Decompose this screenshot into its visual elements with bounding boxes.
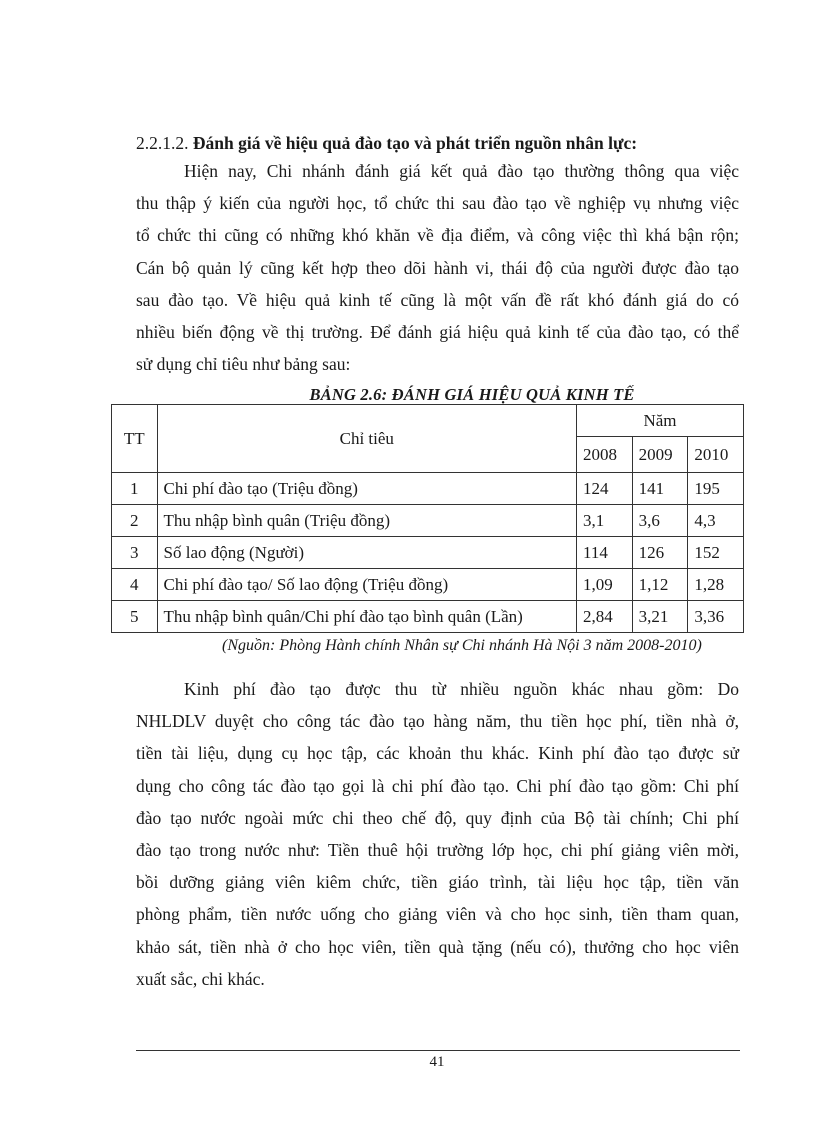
- header-year: 2010: [688, 437, 744, 473]
- section-heading: [136, 131, 756, 155]
- row-value: 124: [577, 473, 633, 505]
- row-name: Chi phí đào tạo (Triệu đồng): [157, 473, 576, 505]
- table-row: [112, 473, 744, 505]
- table-row: [112, 601, 744, 633]
- row-value: 1,09: [577, 569, 633, 601]
- paragraph-line: khảo sát, tiền nhà ở cho học viên, tiền quà tặng (nếu có), thưởng cho học viên: [136, 936, 739, 957]
- section-number: 2.2.1.2.: [136, 133, 189, 153]
- header-year: 2009: [632, 437, 688, 473]
- section-title: Đánh giá về hiệu quả đào tạo và phát triển nguồn nhân lực:: [192, 133, 638, 153]
- row-value: 3,1: [577, 505, 633, 537]
- row-tt: 3: [112, 537, 158, 569]
- table-row: [112, 505, 744, 537]
- paragraph-intro: [136, 155, 739, 380]
- row-tt: 5: [112, 601, 158, 633]
- paragraph-line: tiền tài liệu, dụng cụ học tập, các khoản thu khác. Kinh phí đào tạo được sử: [136, 743, 739, 764]
- row-value: 3,21: [632, 601, 688, 633]
- row-name: Số lao động (Người): [157, 537, 576, 569]
- page-number: 41: [429, 1054, 445, 1070]
- row-value: 1,12: [632, 569, 688, 601]
- table-title: BẢNG 2.6: ĐÁNH GIÁ HIỆU QUẢ KINH TẾ: [309, 385, 635, 404]
- paragraph-line: bồi dưỡng giảng viên kiêm chức, tiền giáo trình, tài liệu học tập, tiền văn: [136, 872, 739, 893]
- economic-efficiency-table: [111, 404, 744, 633]
- paragraph-line: Cán bộ quản lý cũng kết hợp theo dõi hành vi, thái độ của người được đào tạo: [136, 257, 739, 278]
- table-header-row: [112, 405, 744, 437]
- paragraph-line: xuất sắc, chi khác.: [136, 968, 265, 989]
- row-value: 126: [632, 537, 688, 569]
- row-value: 152: [688, 537, 744, 569]
- paragraph-line: NHLDLV duyệt cho công tác đào tạo hàng năm, thu tiền học phí, tiền nhà ở,: [136, 711, 739, 732]
- paragraph-line: dụng cho công tác đào tạo gọi là chi phí đào tạo. Chi phí đào tạo gồm: Chi phí: [136, 775, 739, 796]
- paragraph-line: nhiều biến động về thị trường. Để đánh giá hiệu quả kinh tế của đào tạo, có thể: [136, 321, 739, 342]
- paragraph-line: sử dụng chỉ tiêu như bảng sau:: [136, 354, 351, 375]
- table-source-note: (Nguồn: Phòng Hành chính Nhân sự Chi nhánh Hà Nội 3 năm 2008-2010): [222, 637, 702, 654]
- header-year-group: Năm: [577, 405, 744, 437]
- header-tt: TT: [112, 405, 158, 473]
- footer-divider: [136, 1050, 740, 1051]
- row-value: 114: [577, 537, 633, 569]
- paragraph-line: Kinh phí đào tạo được thu từ nhiều nguồn khác nhau gồm: Do: [184, 679, 739, 699]
- row-value: 195: [688, 473, 744, 505]
- paragraph-line: sau đào tạo. Về hiệu quả kinh tế cũng là một vấn đề rất khó đánh giá do có: [136, 289, 739, 310]
- paragraph-line: thu thập ý kiến của người học, tổ chức thi sau đào tạo về nghiệp vụ nhưng việc: [136, 193, 739, 214]
- row-value: 4,3: [688, 505, 744, 537]
- row-name: Chi phí đào tạo/ Số lao động (Triệu đồng): [157, 569, 576, 601]
- row-tt: 2: [112, 505, 158, 537]
- row-value: 3,36: [688, 601, 744, 633]
- table-row: [112, 537, 744, 569]
- paragraph-line: đào tạo nước ngoài mức chi theo chế độ, quy định của Bộ tài chính; Chi phí: [136, 807, 739, 828]
- row-value: 2,84: [577, 601, 633, 633]
- paragraph-line: Hiện nay, Chi nhánh đánh giá kết quả đào tạo thường thông qua việc: [184, 161, 739, 181]
- row-tt: 1: [112, 473, 158, 505]
- header-indicator: Chỉ tiêu: [157, 405, 576, 473]
- header-year: 2008: [577, 437, 633, 473]
- row-name: Thu nhập bình quân/Chi phí đào tạo bình quân (Lần): [157, 601, 576, 633]
- row-value: 3,6: [632, 505, 688, 537]
- paragraph-line: đào tạo trong nước như: Tiền thuê hội trường lớp học, chi phí giảng viên mời,: [136, 839, 739, 860]
- paragraph-line: phòng phẩm, tiền nước uống cho giảng viên và cho học sinh, tiền tham quan,: [136, 904, 739, 925]
- paragraph-line: tổ chức thi cũng có những khó khăn về địa điểm, và công việc thì khá bận rộn;: [136, 225, 739, 246]
- row-value: 1,28: [688, 569, 744, 601]
- table-row: [112, 569, 744, 601]
- row-name: Thu nhập bình quân (Triệu đồng): [157, 505, 576, 537]
- row-tt: 4: [112, 569, 158, 601]
- paragraph-funding: [136, 673, 739, 995]
- row-value: 141: [632, 473, 688, 505]
